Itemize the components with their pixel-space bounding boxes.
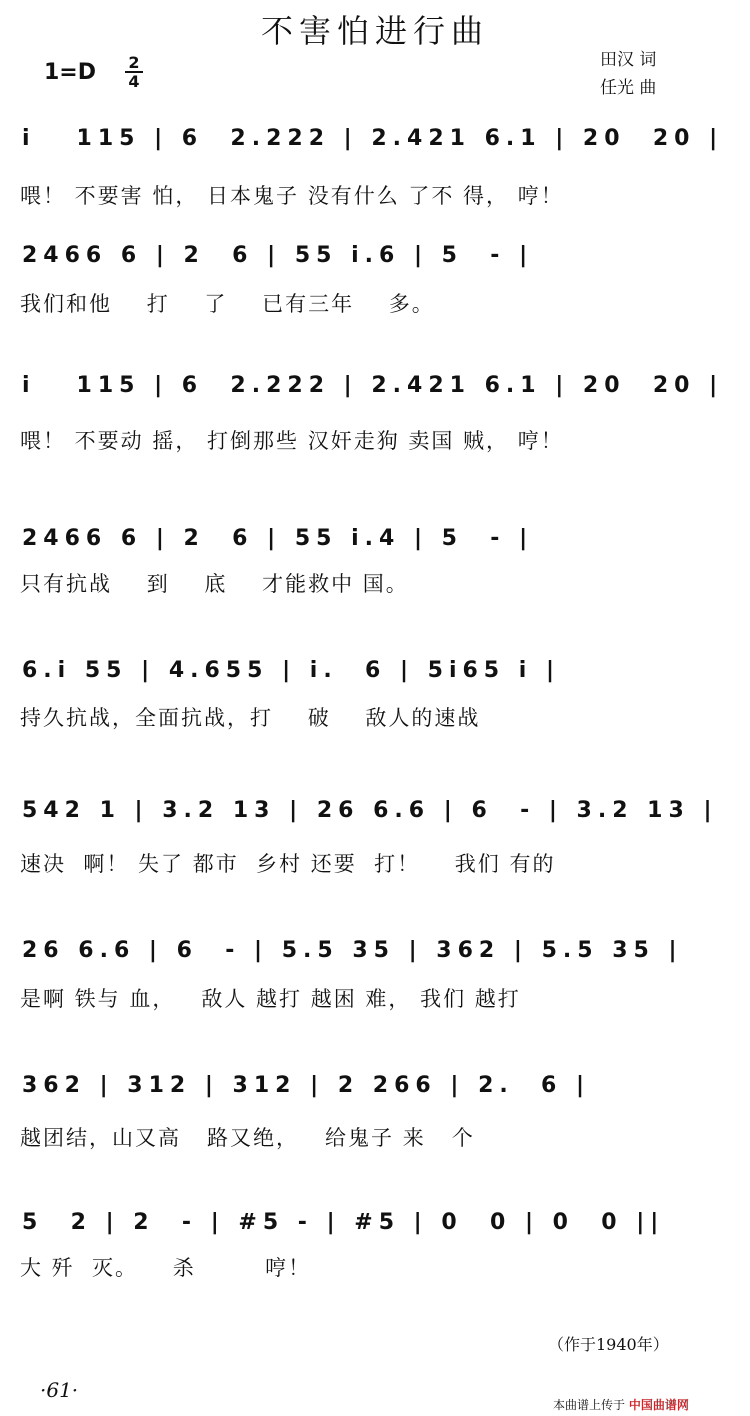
composer: 任光 曲	[600, 78, 657, 98]
page-number: ·61·	[40, 1378, 79, 1402]
lyric-line: 大 歼 灭。 杀 哼！	[20, 1256, 312, 1280]
time-top: 2	[128, 53, 140, 72]
notation-line: i 115 | 6 2.222 | 2.421 6.1 | 20 20 |	[22, 126, 724, 151]
notation-line: 362 | 312 | 312 | 2 266 | 2. 6 |	[22, 1073, 591, 1098]
lyric-line: 速决 啊！ 失了 都市 乡村 还要 打！ 我们 有的	[20, 852, 556, 876]
notation-line: 6.i 55 | 4.655 | i. 6 | 5i65 i |	[22, 658, 561, 683]
upload-credit	[553, 1396, 689, 1413]
time-bottom: 4	[128, 72, 140, 91]
key-signature: 1=D	[44, 60, 97, 85]
lyric-line: 是啊 铁与 血， 敌人 越打 越困 难， 我们 越打	[20, 987, 521, 1011]
site-logo: 中国曲谱网	[628, 1398, 689, 1412]
lyricist: 田汉 词	[600, 50, 657, 70]
notation-line: i 115 | 6 2.222 | 2.421 6.1 | 20 20 |	[22, 373, 724, 398]
notation-line: 26 6.6 | 6 - | 5.5 35 | 362 | 5.5 35 |	[22, 938, 683, 963]
song-title: 不害怕进行曲	[260, 12, 489, 50]
time-signature	[125, 54, 143, 90]
date-note: （作于1940年）	[548, 1335, 669, 1354]
notation-line: 5 2 | 2 - | #5 - | #5 | 0 0 | 0 0 ||	[22, 1210, 665, 1235]
lyric-line: 越团结，山又高 路又绝， 给鬼子 来 个	[20, 1126, 475, 1150]
notation-line: 542 1 | 3.2 13 | 26 6.6 | 6 - | 3.2 13 |	[22, 798, 718, 823]
lyric-line: 喂！ 不要害 怕， 日本鬼子 没有什么 了不 得， 哼！	[20, 184, 564, 208]
lyric-line: 我们和他 打 了 已有三年 多。	[20, 292, 435, 316]
notation-line: 2466 6 | 2 6 | 55 i.6 | 5 - |	[22, 243, 534, 268]
upload-text: 本曲谱上传于	[553, 1398, 626, 1412]
credits	[600, 46, 656, 102]
notation-line: 2466 6 | 2 6 | 55 i.4 | 5 - |	[22, 526, 534, 551]
lyric-line: 持久抗战，全面抗战，打 破 敌人的速战	[20, 706, 481, 730]
lyric-line: 喂！ 不要动 摇， 打倒那些 汉奸走狗 卖国 贼， 哼！	[20, 429, 564, 453]
lyric-line: 只有抗战 到 底 才能救中 国。	[20, 572, 409, 596]
